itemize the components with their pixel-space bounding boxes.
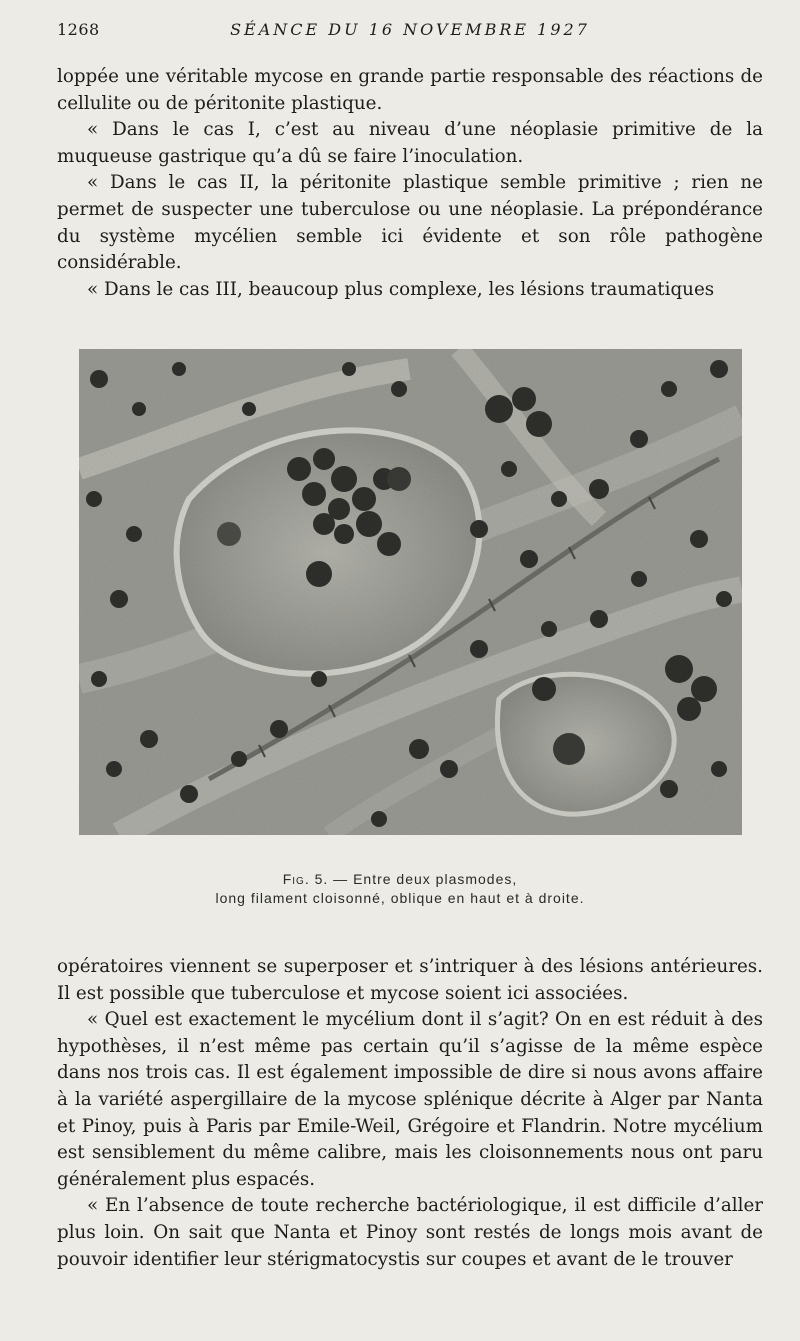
page-header xyxy=(57,20,763,44)
paragraph: « Quel est exactement le mycélium dont il s’agit? On en est réduit à des hypothèses, il n’est même pas certain qu’il s’agisse de la même espèce dans nos trois cas. Il est également impossible de dire si nous avons affaire à la variété aspergillaire de la mycose splénique décrite à Alger par Nanta et Pinoy, puis à Paris par Emile-Weil, Grégoire et Flandrin. Notre mycélium est sensiblement du même calibre, mais les cloisonnements nous ont paru généralement plus espacés. xyxy=(57,1009,763,1190)
micrograph-image xyxy=(79,349,742,835)
figure-caption xyxy=(60,870,740,908)
page-number: 1268 xyxy=(57,20,100,39)
body-text-bottom xyxy=(57,954,763,1273)
micrograph-figure xyxy=(79,349,742,835)
paragraph: « Dans le cas III, beaucoup plus complexe, les lésions traumatiques xyxy=(87,278,715,300)
body-text-top xyxy=(57,64,763,303)
paragraph: « Dans le cas II, la péritonite plastique semble primitive ; rien ne permet de suspecter une tuberculose ou une néoplasie. La prépondérance du système mycélien semble ici évidente et son rôle pathogène considérable. xyxy=(57,172,763,274)
paragraph: « En l’absence de toute recherche bactériologique, il est difficile d’aller plus loin. On sait que Nanta et Pinoy sont restés de longs mois avant de pouvoir identifier leur stérigmatocystis sur coupes et avant de le trouver xyxy=(57,1195,763,1270)
caption-line-1 xyxy=(60,870,740,889)
paragraph: loppée une véritable mycose en grande partie responsable des réactions de cellulite ou de péritonite plastique. xyxy=(57,66,763,114)
paragraph: opératoires viennent se superposer et s’intriquer à des lésions antérieures. Il est possible que tuberculose et mycose soient ici associées. xyxy=(57,956,763,1004)
caption-text-1: — Entre deux plasmodes, xyxy=(328,871,518,887)
paragraph: « Dans le cas I, c’est au niveau d’une néoplasie primitive de la muqueuse gastrique qu’a dû se faire l’inoculation. xyxy=(57,119,763,167)
running-head: SÉANCE DU 16 NOVEMBRE 1927 xyxy=(230,20,590,39)
caption-line-2: long filament cloisonné, oblique en haut et à droite. xyxy=(215,890,585,906)
figure-label: Fig. 5. xyxy=(282,871,329,887)
